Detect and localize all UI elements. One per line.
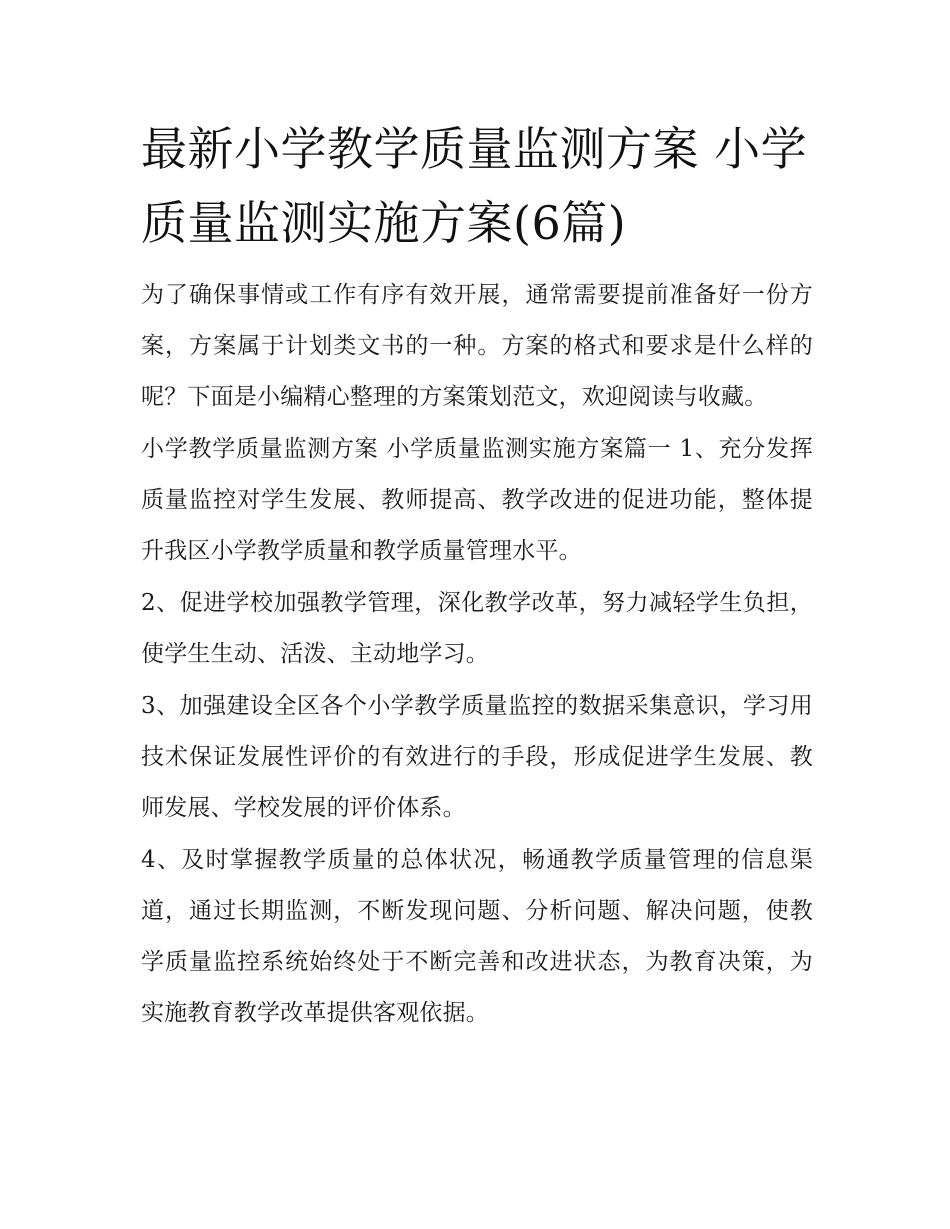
intro-paragraph: 为了确保事情或工作有序有效开展，通常需要提前准备好一份方案，方案属于计划类文书的一种。方案的格式和要求是什么样的呢？下面是小编精心整理的方案策划范文，欢迎阅读与收藏。 [141,282,813,410]
document-title: 最新小学教学质量监测方案 小学质量监测实施方案(6篇) [141,122,808,250]
point-two-paragraph: 2、促进学校加强教学管理，深化教学改革，努力减轻学生负担，使学生生动、活泼、主动地学习。 [141,590,813,667]
point-three-paragraph: 3、加强建设全区各个小学教学质量监控的数据采集意识，学习用技术保证发展性评价的有效进行的手段，形成促进学生发展、教师发展、学校发展的评价体系。 [141,693,813,821]
point-four-paragraph: 4、及时掌握教学质量的总体状况，畅通教学质量管理的信息渠道，通过长期监测，不断发现问题、分析问题、解决问题，使教学质量监控系统始终处于不断完善和改进状态，为教育决策，为实施教育教学改革提供客观依据。 [141,847,813,1026]
document-content [141,112,813,1040]
section-one-paragraph: 小学教学质量监测方案 小学质量监测实施方案篇一 1、充分发挥质量监控对学生发展、教师提高、教学改进的促进功能，整体提升我区小学教学质量和教学质量管理水平。 [141,436,813,564]
